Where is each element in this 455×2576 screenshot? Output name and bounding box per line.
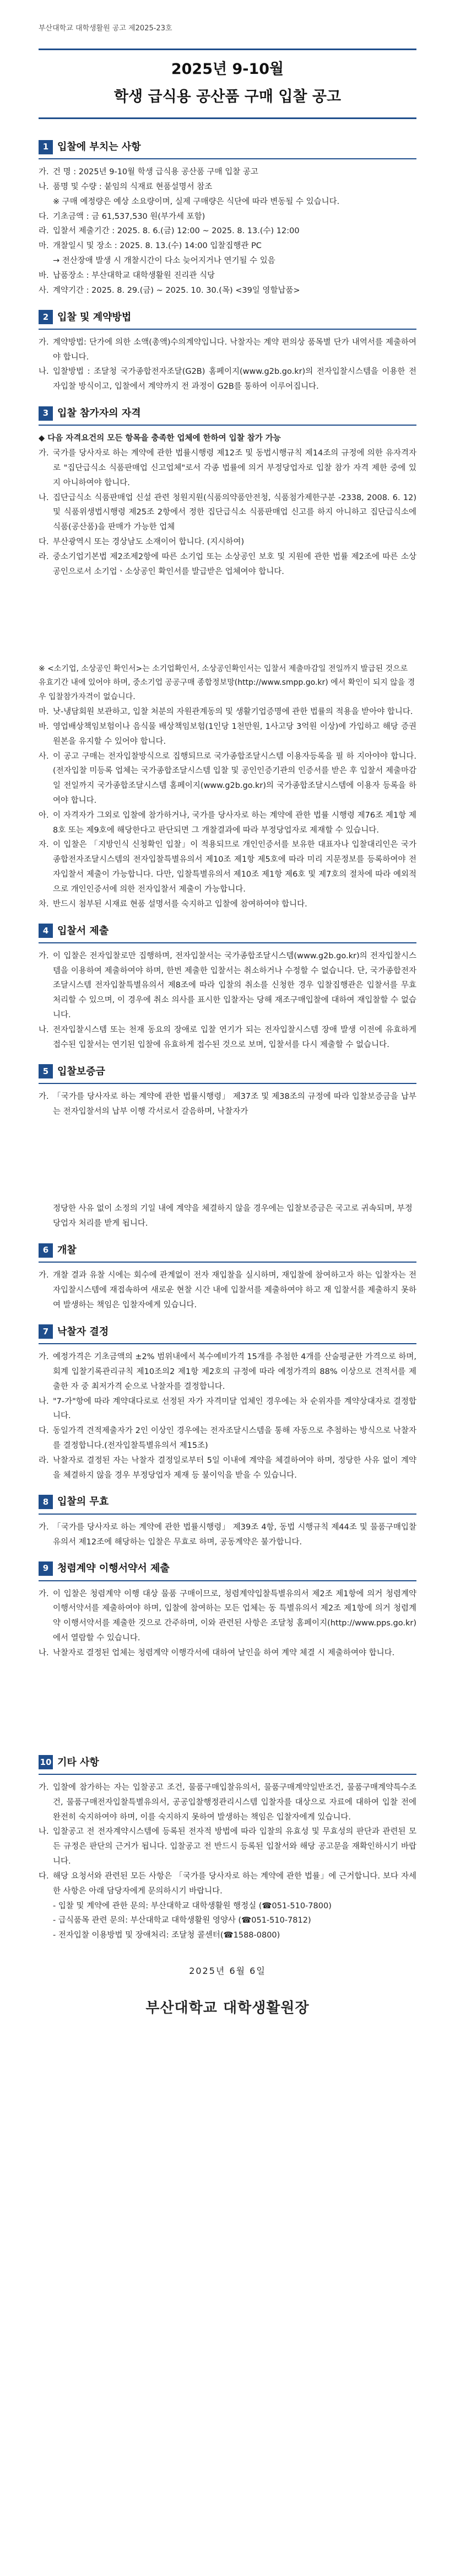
section-header — [39, 138, 416, 159]
notice-number: 부산대학교 대학생활원 공고 제2025-23호 — [39, 24, 172, 33]
section-title: 청렴계약 이행서약서 제출 — [57, 1563, 170, 1575]
title-line-1: 2025년 9-10월 — [171, 61, 284, 78]
list-item — [39, 180, 416, 195]
item-text: 집단급식소 식품판매업 신설 관련 청원지원(식품의약품안전청, 식품첨가제한구분 -2338, 2008. 6. 12)및 식품위생법시행령 제25조 2항에서 정한 집단급식소 식품판매업 신고를 하지 아니하고 집단급식소에 식품(공산품)을 판매가 가능한 업체 — [53, 493, 416, 532]
list-item — [39, 1520, 416, 1550]
section-10 — [39, 1753, 416, 1943]
item-marker: 사. — [39, 752, 49, 761]
item-marker: 가. — [39, 449, 49, 458]
section-title: 기타 사항 — [57, 1756, 99, 1768]
section-number: 1 — [39, 140, 53, 154]
item-text: 입찰에 참가하는 자는 입찰공고 조건, 물품구매입찰유의서, 물품구매계약일반조건, 물품구매계약특수조건, 물품구매전자입찰특별유의서, 공공입찰행정관리시스템 입찰자를 대상으로 자료에 대하여 입찰 전에 완전히 숙지하여야 하며, 이를 숙지하지 못하여 발생하는 책임은 입찰자에게 있습니다. — [53, 1783, 416, 1822]
list-item — [39, 491, 416, 535]
section-4 — [39, 922, 416, 1053]
section-title: 입찰보증금 — [57, 1065, 105, 1077]
item-text: 전자입찰시스템 또는 천재 동요의 장애로 입찰 연기가 되는 전자입찰시스템 장애 발생 이전에 유효하게 접수된 입찰서는 연기된 입찰에 유효하게 접수된 것으로 보며, 입찰서를 다시 제출할 수 없습니다. — [53, 1025, 416, 1049]
list-item — [39, 1268, 416, 1312]
section-number: 7 — [39, 1324, 53, 1339]
item-text: 낫-냉담회원 보관하고, 입찰 처분의 자원관계동의 및 생활기업증명에 관한 법률의 적용을 받아야 합니다. — [53, 707, 413, 717]
item-text: 반드시 첨부된 시재료 현품 설명서를 숙지하고 입찰에 참여하여야 합니다. — [53, 899, 307, 909]
item-marker: 차. — [39, 899, 49, 909]
section-title: 입찰 및 계약방법 — [57, 311, 132, 323]
item-marker: 다. — [39, 538, 49, 547]
item-text: 입찰방법 : 조달청 국가종합전자조달(G2B) 홈페이지(www.g2b.go.kr)의 전자입찰시스템을 이용한 전자입찰 방식이고, 입찰에서 계약까지 전 과정이 G2B를 통하여 이루어집니다. — [53, 367, 416, 391]
section-title: 입찰의 무효 — [57, 1496, 109, 1508]
item-text: 예정가격은 기초금액의 ±2% 범위내에서 복수예비가격 15개를 추첨한 4개를 산술평균한 가격으로 하며, 회계 입찰기록관리규칙 제10조의2 제1항 제2호의 규정에 따라 예정가격의 88% 이상으로 견적서를 제출한 자 중 최저가격 순으로 낙찰자를 결정합니다. — [53, 1353, 416, 1391]
list-item — [39, 269, 416, 283]
item-marker: 다. — [39, 1426, 49, 1436]
item-text: 동일가격 견적제출자가 2인 이상인 경우에는 전자조달시스템을 통해 자동으로 추첨하는 방식으로 낙찰자를 결정합니다.(전자입찰특별유의서 제15조) — [53, 1426, 416, 1450]
section-items — [39, 1780, 416, 1899]
section-number: 6 — [39, 1243, 53, 1258]
section-6 — [39, 1241, 416, 1313]
list-item — [39, 897, 416, 912]
item-marker: 나. — [39, 367, 49, 377]
section-items — [39, 446, 416, 579]
item-marker: 나. — [39, 1827, 49, 1837]
item-marker: 가. — [39, 337, 49, 347]
section-number: 3 — [39, 406, 53, 421]
title-block — [39, 49, 416, 119]
item-text: 건 명 : 2025년 9-10월 학생 급식용 공산품 구매 입찰 공고 — [53, 168, 258, 177]
list-item — [39, 239, 416, 254]
section-2 — [39, 308, 416, 395]
section-header — [39, 1493, 416, 1514]
section-header — [39, 1559, 416, 1581]
section-title: 입찰서 제출 — [57, 925, 109, 937]
item-text: 입찰서 제출기간 : 2025. 8. 6.(금) 12:00 ~ 2025. 8. 13.(수) 12:00 — [53, 227, 300, 236]
spacer — [39, 1119, 416, 1201]
spacer — [39, 579, 416, 662]
item-text: 이 입찰은 「지방인식 신청확인 입찰」이 적용되므로 개인인증서를 보유한 대표자나 입찰대리인은 국가종합전자조달시스템의 전자입찰특별유의서 제10조 제1항 제5호에 따라 미리 지문정보를 등록하여야 전자입찰서 제출이 가능합니다. 다만, 입찰특별유의서 제10조 제1항 제6호 및 제7호의 절차에 따라 예외적으로 개인인증서에 의한 전자입찰서 제출이 가능합니다. — [53, 840, 416, 894]
section-header — [39, 404, 416, 426]
section-number: 10 — [39, 1755, 53, 1769]
item-marker — [39, 254, 53, 269]
section-header — [39, 308, 416, 330]
item-text: 낙찰자로 결정된 자는 낙찰자 결정일로부터 5일 이내에 계약을 체결하여야 하며, 정당한 사유 없이 계약을 체결하지 않을 경우 부정당업자 제재 등 불이익을 받을 수 있습니다. — [53, 1456, 416, 1480]
section-5 — [39, 1062, 416, 1232]
section-items — [39, 1520, 416, 1550]
continued-text: 정당한 사유 없이 소정의 기일 내에 계약을 체결하지 않을 경우에는 입찰보증금은 국고로 귀속되며, 부정당업자 처리를 받게 됩니다. — [53, 1204, 413, 1228]
list-item — [39, 1453, 416, 1483]
item-marker: 마. — [39, 707, 49, 717]
list-item — [39, 224, 416, 239]
list-item — [39, 335, 416, 365]
item-text: 계약방법: 단가에 의한 소액(총액)수의계약입니다. 낙찰자는 계약 편의상 품목별 단가 내역서를 제출하여야 합니다. — [53, 337, 416, 362]
item-marker: 가. — [39, 1522, 49, 1532]
spacer — [39, 1671, 416, 1753]
section-lead: ◆ 다음 자격요건의 모든 항목을 충족한 업체에 한하여 입찰 참가 가능 — [39, 434, 281, 443]
item-text: 「국가를 당사자로 하는 계약에 관한 법률시행령」 제37조 및 제38조의 규정에 따라 입찰보증금을 납부는 전자입찰서의 납부 이행 각서로서 갈음하며, 낙찰자가 — [53, 1092, 416, 1116]
section-1 — [39, 138, 416, 298]
item-marker: 바. — [39, 271, 49, 280]
section-title: 낙찰자 결정 — [57, 1325, 109, 1338]
section-header — [39, 1241, 416, 1263]
section-title: 입찰 참가자의 자격 — [57, 407, 141, 420]
item-marker: 다. — [39, 212, 49, 221]
list-item — [39, 949, 416, 1023]
section-items — [39, 949, 416, 1053]
list-item — [39, 1646, 416, 1661]
item-marker: 나. — [39, 493, 49, 502]
item-text: 개찰 결과 유찰 시에는 회수에 관계없이 전자 재입찰을 실시하며, 재입찰에 참여하고자 하는 입찰자는 전자입찰시스템에 재접속하여 새로운 현찰 시간 내에 입찰서를 제출하여야 하고 재 입찰서를 제출하지 못하여 발생하는 책임은 입찰자에게 있습니다. — [53, 1271, 416, 1310]
section-items — [39, 1587, 416, 1661]
star-note: ※ <소기업, 소상공인 확인서>는 소기업확인서, 소상공인확인서는 입찰서 제출마감일 전일까지 발급된 것으로 유효기간 내에 있어야 하며, 중소기업 공공구매 종합정보망(http://www.smpp.go.kr) 에서 확인이 되지 않을 경우 입찰참가자격이 없습니다. — [39, 664, 415, 702]
list-item — [39, 1869, 416, 1899]
section-header — [39, 1062, 416, 1084]
item-marker: 가. — [39, 1783, 49, 1792]
item-marker: 바. — [39, 722, 49, 731]
list-item — [39, 705, 416, 720]
item-text: ※ 구매 예정량은 예상 소요량이며, 실제 구매량은 식단에 따라 변동될 수 있습니다. — [53, 197, 340, 206]
item-marker: 아. — [39, 811, 49, 820]
item-text: "7-가"항에 따라 계약대다로로 선정된 자가 자격미달 업체인 경우에는 차 순위자를 계약상대자로 결정합니다. — [53, 1397, 416, 1421]
item-marker: 가. — [39, 1353, 49, 1362]
list-item — [39, 1090, 416, 1119]
contact-info: - 입찰 및 계약에 관한 문의: 부산대학교 대학생활원 행정실 (☎051-510-7800) - 급식품목 관련 문의: 부산대학교 대학생활원 영양사 (☎051-510-7812) - 전자입찰 이용방법 및 장애처리: 조달청 콜센터(☎1588-0800) — [53, 1901, 332, 1940]
item-text: 개찰일시 및 장소 : 2025. 8. 13.(수) 14:00 입찰집행관 PC — [53, 242, 262, 251]
item-marker: 마. — [39, 242, 49, 251]
item-text: 국가를 당사자로 하는 계약에 관한 법률시행령 제12조 및 동법시행규칙 제14조의 규정에 의한 유자격자로 "집단급식소 식품판매업 신고업체"로서 각종 법률에 의거 부정당업자로 입찰 참가 자격 제한 중에 있지 아니하여야 합니다. — [53, 449, 416, 487]
item-text: 영업배상책임보험이나 음식물 배상책임보험(1인당 1천만원, 1사고당 3억원 이상)에 가입하고 해당 증권 원본을 유지할 수 있어야 합니다. — [53, 722, 416, 746]
item-marker: 라. — [39, 1456, 49, 1465]
section-items — [39, 165, 416, 298]
item-marker: 나. — [39, 1025, 49, 1034]
item-marker: 라. — [39, 227, 49, 236]
item-text: 「국가를 당사자로 하는 계약에 관한 법률시행령」 제39조 4항, 동법 시행규칙 제44조 및 물품구매입찰유의서 제12조에 해당하는 입찰은 무효로 하며, 공동계약은 불가합니다. — [53, 1522, 416, 1547]
item-text: 이 입찰은 청렴계약 이행 대상 물품 구매이므로, 청렴계약입찰특별유의서 제2조 제1항에 의거 청렴계약이행서약서를 제출하여야 하며, 입찰에 참여하는 모든 업체는 동 특별유의서 제2조 제1항에 의거 청렴계약 이행서약서를 제출한 것으로 간주하며, 이와 관련된 사항은 조달청 홈페이지(http://www.pps.go.kr)에서 열람할 수 있습니다. — [53, 1589, 416, 1643]
item-text: 계약기간 : 2025. 8. 29.(금) ~ 2025. 10. 30.(목) <39일 영할납품> — [53, 286, 300, 295]
item-marker: 나. — [39, 1648, 49, 1657]
list-item — [39, 550, 416, 579]
item-text: 이 입찰은 전자입찰로만 집행하며, 전자입찰서는 국가종합조달시스템(www.g2b.go.kr)의 전자입찰시스템을 이용하여 제출하여야 하며, 한번 제출한 입찰서는 취소하거나 수정할 수 없습니다. 단, 국가종합전자조달시스템 전자입찰특별유의서 제8조에 따라 입찰의 취소를 신청한 경우 입찰집행관은 입찰서를 무효 처리할 수 있으며, 이 경우에 취소 의사를 표시한 입찰자는 당해 재조구매입찰에 대하여 재입찰할 수 없습니다. — [53, 951, 416, 1020]
list-item — [39, 1350, 416, 1394]
list-item — [39, 535, 416, 550]
section-9 — [39, 1559, 416, 1660]
list-item — [39, 1394, 416, 1424]
item-marker: 사. — [39, 286, 49, 295]
section-number: 4 — [39, 924, 53, 938]
section-header — [39, 922, 416, 943]
item-text: 이 자격자가 그외로 입찰에 참가하거나, 국가를 당사자로 하는 계약에 관한 법률 시행령 제76조 제1항 제8호 또는 제9호에 해당한다고 판단되면 그 개찰결과에 따라 부정당업자로 제재할 수 있습니다. — [53, 811, 416, 835]
section-8 — [39, 1493, 416, 1549]
list-item — [39, 364, 416, 394]
list-item — [39, 1780, 416, 1824]
section-items — [39, 1090, 416, 1119]
item-marker: 자. — [39, 840, 49, 850]
item-text: 납품장소 : 부산대학교 대학생활원 진리관 식당 — [53, 271, 215, 280]
item-text: 중소기업기본법 제2조제2항에 따른 소기업 또는 소상공인 보호 및 지원에 관한 법률 제2조에 따른 소상공인으로서 소기업ㆍ소상공인 확인서를 발급받은 업체여야 합니다. — [53, 552, 416, 576]
item-marker: 가. — [39, 168, 49, 177]
item-text: 기초금액 : 금 61,537,530 원(부가세 포함) — [53, 212, 205, 221]
section-number: 9 — [39, 1561, 53, 1576]
section-number: 2 — [39, 310, 53, 324]
issue-date: 2025년 6월 6일 — [189, 1965, 266, 1976]
section-header — [39, 1753, 416, 1775]
item-marker: 다. — [39, 1871, 49, 1881]
item-text: 해당 요청서와 관련된 모든 사항은 「국가를 당사자로 하는 계약에 관한 법률」에 근거합니다. 보다 자세한 사항은 아래 담당자에게 문의하시기 바랍니다. — [53, 1871, 416, 1896]
list-item — [39, 195, 416, 210]
item-marker: 가. — [39, 951, 49, 960]
item-text: 부산광역시 또는 경상남도 소재이어 합니다. (지시하여) — [53, 538, 245, 547]
list-item — [39, 283, 416, 298]
list-item — [39, 720, 416, 749]
section-items — [39, 705, 416, 911]
item-text: 품명 및 수량 : 붙임의 식재료 현품설명서 참조 — [53, 183, 213, 192]
list-item — [39, 446, 416, 490]
item-marker — [39, 195, 53, 210]
list-item — [39, 749, 416, 808]
item-text: 낙찰자로 결정된 업체는 청렴계약 이행각서에 대하여 날인을 하여 계약 체결 시 제출하여야 합니다. — [53, 1648, 395, 1657]
section-items — [39, 1350, 416, 1483]
item-marker: 나. — [39, 183, 49, 192]
list-item — [39, 838, 416, 897]
list-item — [39, 210, 416, 224]
section-header — [39, 1323, 416, 1344]
section-7 — [39, 1323, 416, 1483]
item-marker: 가. — [39, 1092, 49, 1101]
item-marker: 라. — [39, 552, 49, 561]
list-item — [39, 1424, 416, 1453]
section-3 — [39, 404, 416, 911]
section-items — [39, 335, 416, 394]
item-text: → 전산장애 발생 시 개찰시간이 다소 늦어지거나 연기될 수 있음 — [53, 256, 275, 266]
issuer-signature: 부산대학교 대학생활원장 — [145, 1999, 310, 2016]
section-number: 5 — [39, 1064, 53, 1078]
list-item — [39, 1023, 416, 1053]
section-items — [39, 1268, 416, 1312]
item-marker: 가. — [39, 1271, 49, 1280]
list-item — [39, 165, 416, 180]
section-title: 개찰 — [57, 1244, 77, 1257]
list-item — [39, 808, 416, 838]
item-text: 이 공고 구매는 전자입찰방식으로 집행되므로 국가종합조달시스템 이용자등록을 필 하 지아야야 합니다.(전자입찰 미등록 업체는 국가종합조달시스템 입찰 및 공인인증기관의 인증서를 받은 후 입찰서 제출마감일 전일까지 국가종합조달시스템 홈페이지(www.g2b.go.kr)의 국가종합조달시스템에 이용자 등록을 하여야 합니다. — [53, 752, 416, 806]
section-title: 입찰에 부치는 사항 — [57, 141, 141, 153]
item-marker: 가. — [39, 1589, 49, 1598]
list-item — [39, 1587, 416, 1646]
section-number: 8 — [39, 1495, 53, 1509]
title-line-2: 학생 급식용 공산품 구매 입찰 공고 — [113, 88, 342, 105]
item-text: 입찰공고 전 전자계약시스템에 등록된 전자적 방법에 따라 입찰의 유효성 및 무효성의 판단과 관련된 모든 규정은 판단의 근거가 됩니다. 입찰공고 전 반드시 등록된 입찰서와 해당 공고문을 재확인하시기 바랍니다. — [53, 1827, 416, 1866]
list-item — [39, 254, 416, 269]
list-item — [39, 1824, 416, 1869]
item-marker: 나. — [39, 1397, 49, 1406]
